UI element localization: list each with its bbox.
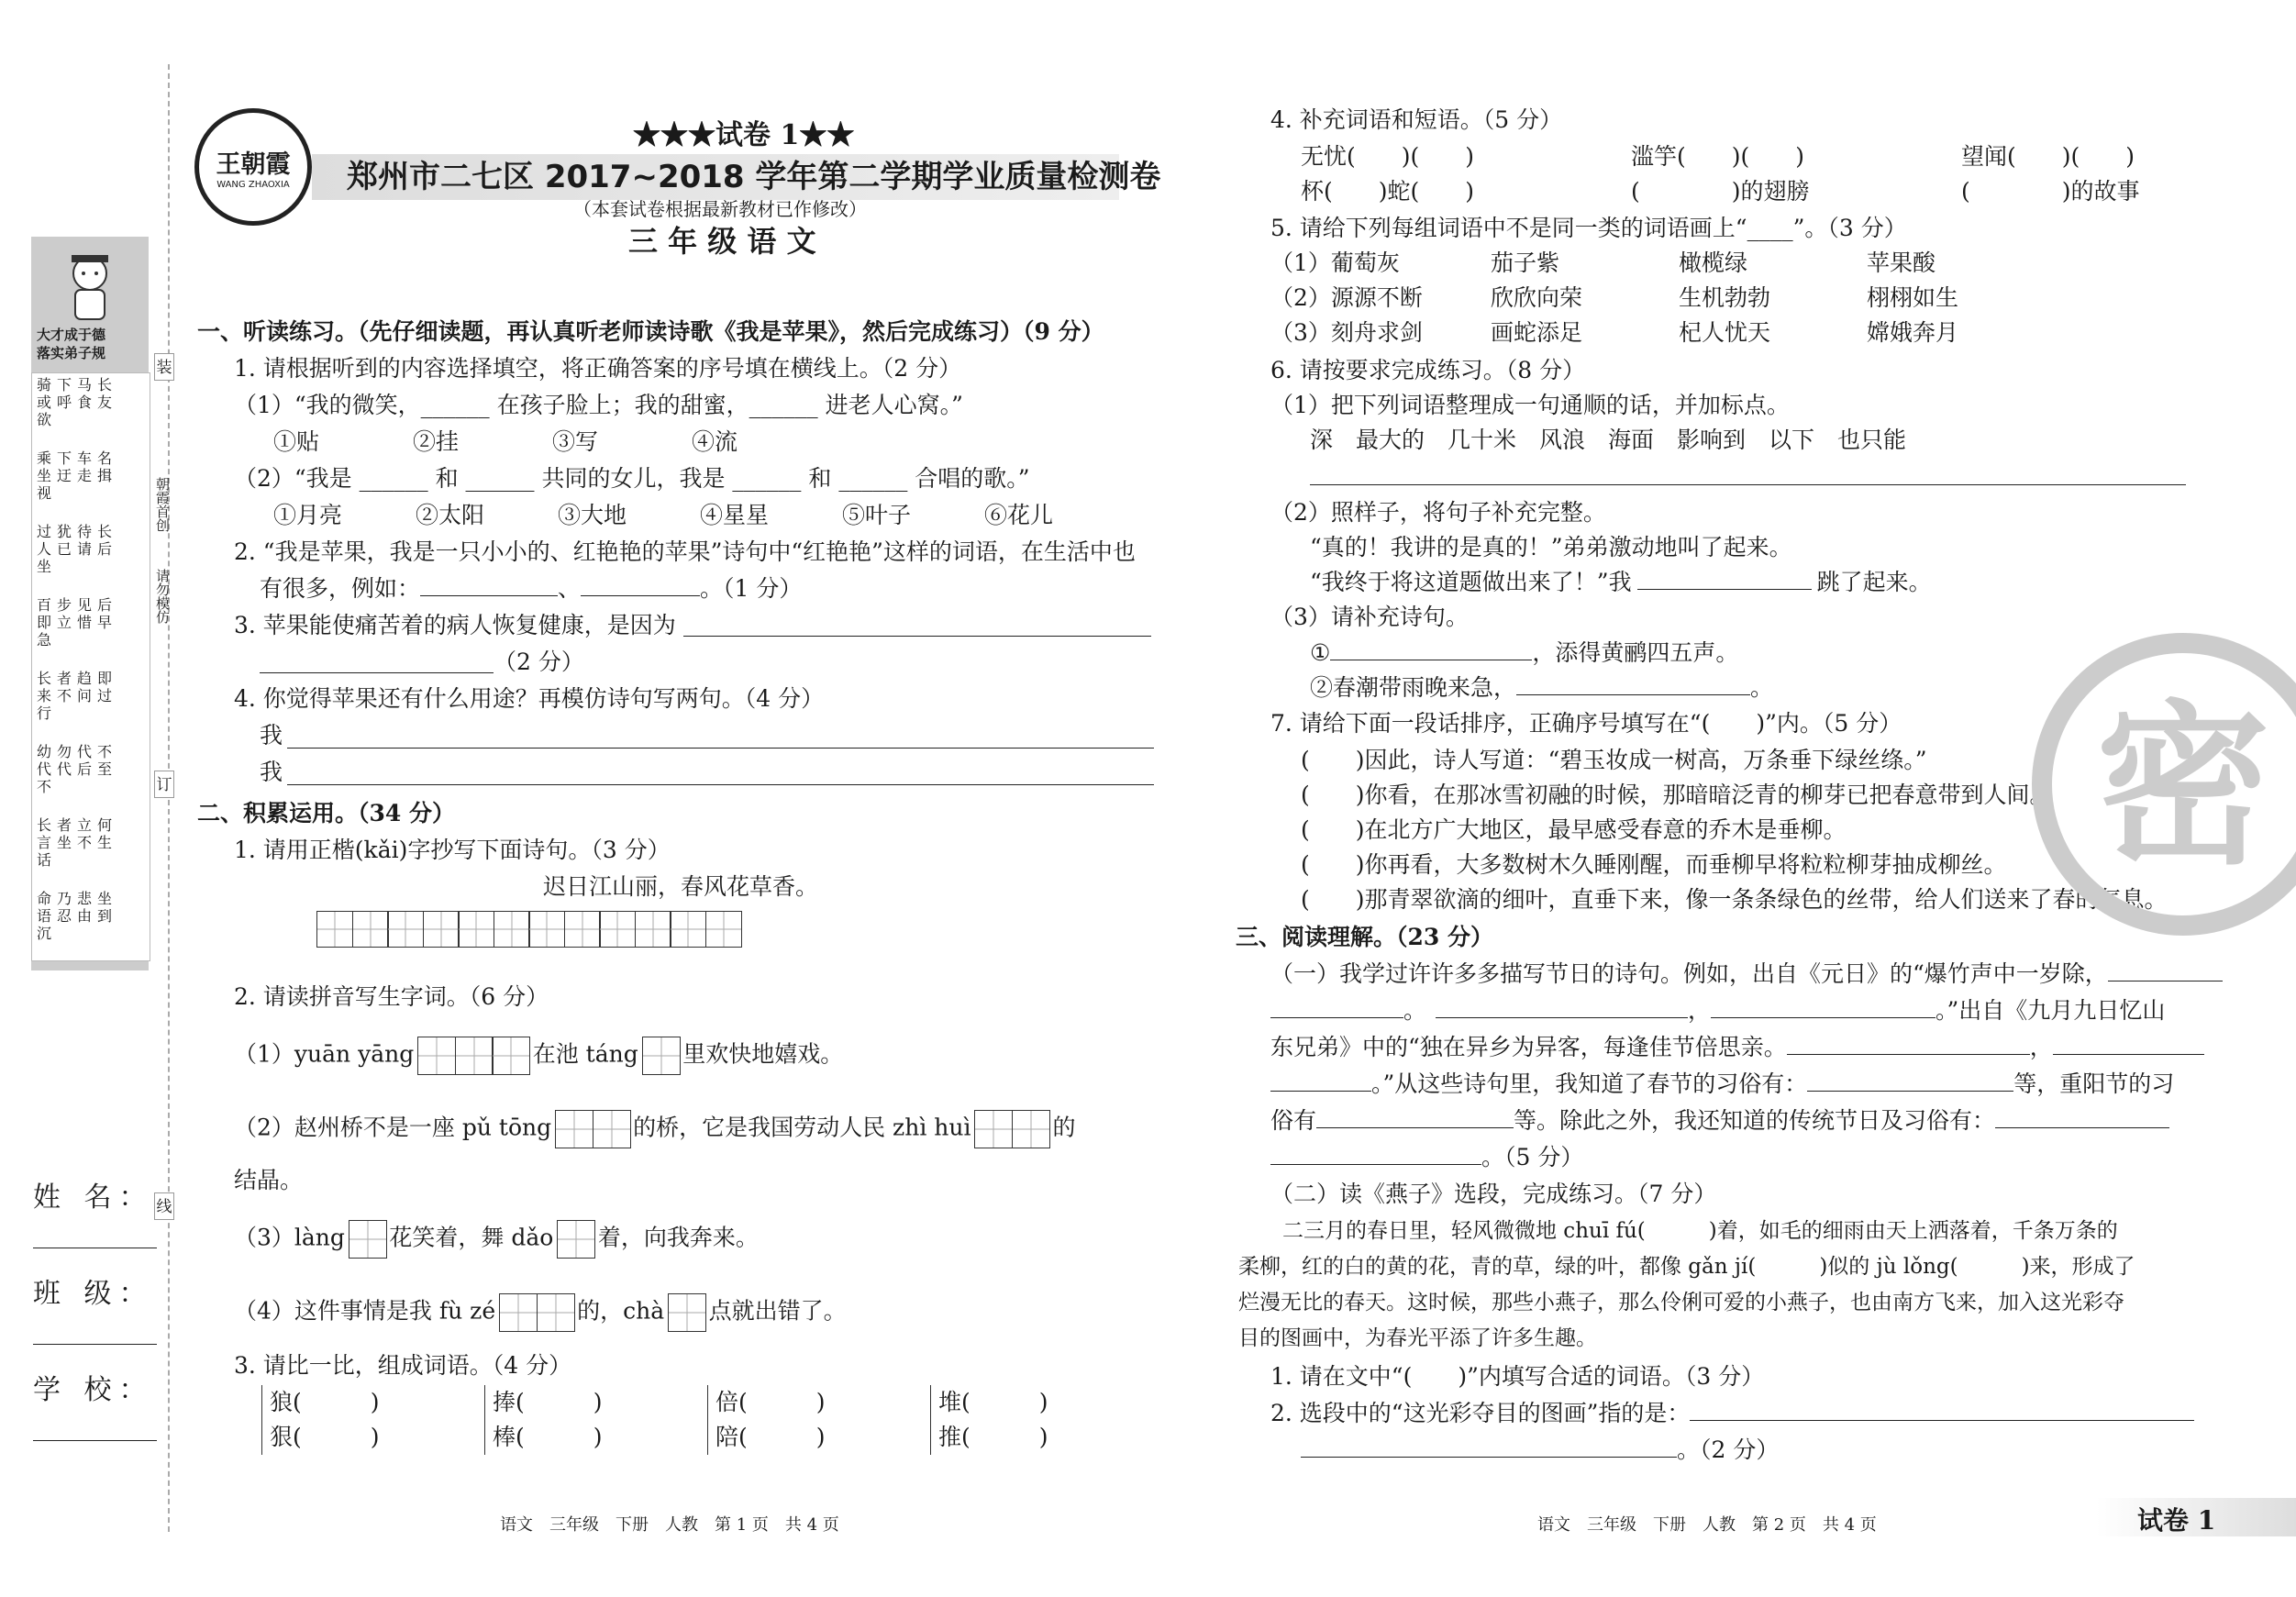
option: ①贴 <box>273 428 320 455</box>
paper-series: ★★★试卷 1★★ <box>633 119 855 151</box>
compare-word[interactable]: 狼( ) <box>270 1389 380 1415</box>
answer-blank[interactable] <box>581 571 700 596</box>
brand-logo <box>194 108 312 226</box>
sidebar-motto-1: 大才成于德 <box>37 327 106 343</box>
sentence-tail: 着，向我奔来。 <box>597 1224 759 1251</box>
seal-text: 密 <box>2095 683 2270 888</box>
secret-seal-icon <box>2032 633 2296 936</box>
punct: ， <box>2029 1034 2053 1060</box>
r2-q2-line-2 <box>1301 1433 1779 1468</box>
r2-q2 <box>1270 1396 2194 1431</box>
r-q6-2: （2）照样子，将句子补充完整。 <box>1270 499 1606 526</box>
q5-word[interactable]: （2）源源不断 <box>1270 284 1423 311</box>
q5-word[interactable]: （3）刻舟求剑 <box>1270 319 1423 346</box>
school-label: 学 校： <box>33 1374 154 1406</box>
pinyin-prompt: （2）赵州桥不是一座 pǔ tōng <box>234 1114 552 1141</box>
sidebar-poem-text: 百步见后即立惜早急 <box>37 596 118 649</box>
compare-word[interactable]: 堆( ) <box>938 1389 1048 1415</box>
q7-sentence[interactable]: ( )你再看，大多数树木久睡刚醒，而垂柳早将粒粒柳芽抽成柳丝。 <box>1301 851 2007 878</box>
r1-line-5 <box>1270 1103 2169 1138</box>
sidebar-poem-block <box>37 376 128 428</box>
copy-grid-cell[interactable] <box>387 911 424 948</box>
option: ④星星 <box>700 502 770 528</box>
s2-q2-item-2 <box>234 1110 1076 1148</box>
poem-end: 。 <box>1750 674 1774 701</box>
r2-passage-1: 二三月的春日里，轻风微微地 chuī fú( )着，如毛的细雨由天上洒落着，千条万条的 <box>1282 1219 2118 1243</box>
fill-item[interactable]: 望闻( )( ) <box>1961 143 2135 170</box>
s2-q2-item-4 <box>234 1293 847 1332</box>
answer-line[interactable] <box>260 672 494 673</box>
r-q6-3-a <box>1310 636 1738 671</box>
answer-blank[interactable] <box>1690 1396 2194 1421</box>
r1-line-4 <box>1270 1067 2174 1102</box>
answer-blank[interactable] <box>1995 1103 2169 1128</box>
q5-word[interactable]: 杞人忧天 <box>1679 319 1771 346</box>
r-q6-3: （3）请补充诗句。 <box>1270 604 1469 630</box>
r-q6-2-example: “真的！我讲的是真的！”弟弟激动地叫了起来。 <box>1310 534 1792 560</box>
fill-item[interactable]: ( )的翅膀 <box>1631 178 1810 205</box>
name-label: 姓 名： <box>33 1181 154 1214</box>
r-q6-3-b <box>1310 671 1773 705</box>
q1-stem: 1. 请根据听到的内容选择填空，将正确答案的序号填在横线上。（2 分） <box>234 355 962 382</box>
compare-word[interactable]: 捧( ) <box>493 1389 603 1415</box>
q5-word[interactable]: 生机勃勃 <box>1679 284 1771 311</box>
answer-line[interactable] <box>287 748 1154 749</box>
q2-text-a: 2. “我是苹果，我是一只小小的、红艳艳的苹果”诗句中“红艳艳”这样的词语，在生活中也 <box>234 538 1136 565</box>
pinyin-prompt: （4）这件事情是我 fù zé <box>234 1297 496 1325</box>
answer-blank[interactable] <box>1711 993 1936 1018</box>
reading-text: 。”从这些诗句里，我知道了春节的习俗有： <box>1371 1070 1808 1097</box>
q5-row <box>1270 281 1958 316</box>
option: ③大地 <box>558 502 627 528</box>
compare-pair <box>707 1385 826 1455</box>
copy-grid-cell[interactable] <box>564 911 601 948</box>
q7-sentence[interactable]: ( )那青翠欲滴的细叶，直垂下来，像一条条绿色的丝带，给人们送来了春的气息。 <box>1301 886 2168 913</box>
q7-sentence[interactable]: ( )你看，在那冰雪初融的时候，那暗暗泛青的柳芽已把春意带到人间。 <box>1301 782 2053 808</box>
compare-pair <box>930 1385 1048 1455</box>
q1-2-options <box>273 498 1053 533</box>
answer-blank[interactable] <box>1270 993 1403 1018</box>
section-3-title: 三、阅读理解。（23 分） <box>1236 924 1493 950</box>
r-q7-stem: 7. 请给下面一段话排序，正确序号填写在“( )”内。（5 分） <box>1270 710 1902 737</box>
q2-separator: 、 <box>558 575 582 602</box>
item-number: ① <box>1310 639 1331 666</box>
q5-word[interactable]: 茄子紫 <box>1491 250 1560 276</box>
q1-1-text: （1）“我的微笑，______ 在孩子脸上；我的甜蜜，______ 进老人心窝。” <box>234 392 963 418</box>
sentence-head: “我终于将这道题做出来了！”我 <box>1310 569 1632 595</box>
char-box-group[interactable] <box>974 1110 1048 1148</box>
pinyin-prompt: （1）yuān yāng <box>234 1040 415 1068</box>
sidebar-poem-block <box>37 816 128 869</box>
page-badge: 试卷 1 <box>2137 1505 2216 1536</box>
sidebar-poem-text: 过犹待长人已请后坐 <box>37 523 118 575</box>
q4-prompt-1: 我 <box>260 722 283 749</box>
copy-grid-cell[interactable] <box>423 911 460 948</box>
mascot-icon <box>59 250 121 323</box>
s2-q3-stem: 3. 请比一比，组成词语。（4 分） <box>234 1352 572 1379</box>
reading-text: 等。除此之外，我还知道的传统节日及习俗有： <box>1514 1107 1996 1134</box>
class-field[interactable] <box>33 1344 157 1345</box>
compare-word[interactable]: 狠( ) <box>270 1424 380 1450</box>
q1-1-options <box>273 425 738 460</box>
q5-word[interactable]: 栩栩如生 <box>1867 284 1959 311</box>
punct: ， <box>1688 997 1712 1024</box>
answer-blank[interactable] <box>1270 1140 1481 1165</box>
q5-row <box>1270 316 1958 350</box>
answer-line[interactable] <box>683 636 1151 637</box>
answer-blank[interactable] <box>1637 565 1812 590</box>
sidebar-poem-block <box>37 743 128 795</box>
compare-pair <box>484 1385 603 1455</box>
r1-line-2 <box>1270 993 2165 1028</box>
copy-grid-cell[interactable] <box>528 911 565 948</box>
compare-word[interactable]: 棒( ) <box>493 1424 603 1450</box>
sentence-tail: 点就出错了。 <box>708 1297 847 1325</box>
r-q6-1-words: 深 最大的 几十米 风浪 海面 影响到 以下 也只能 <box>1310 427 1907 453</box>
copy-grid-cell[interactable] <box>494 911 530 948</box>
sidebar-poem-block <box>37 449 128 502</box>
copyright-note-1: 朝霞首创 <box>154 477 171 532</box>
copy-grid-cell[interactable] <box>670 911 706 948</box>
q5-word[interactable]: 画蛇添足 <box>1491 319 1583 346</box>
answer-blank[interactable] <box>2053 1030 2204 1055</box>
char-box-group[interactable] <box>557 1220 594 1259</box>
sidebar-poem-block <box>37 523 128 575</box>
school-field[interactable] <box>33 1440 157 1441</box>
option: ②挂 <box>413 428 460 455</box>
r1-line-6 <box>1270 1140 1583 1175</box>
q5-word[interactable]: （1）葡萄灰 <box>1270 250 1400 276</box>
poem-line: ②春潮带雨晚来急， <box>1310 674 1517 701</box>
s2-q1-poem: 迟日江山丽，春风花草香。 <box>543 873 819 900</box>
r-q6-2-question <box>1310 565 1932 600</box>
reading-text: 俗有 <box>1270 1107 1317 1134</box>
char-box-group[interactable] <box>349 1220 386 1259</box>
s2-q1-stem: 1. 请用正楷(kǎi)字抄写下面诗句。（3 分） <box>234 837 671 863</box>
points: 。（2 分） <box>1677 1436 1780 1463</box>
sidebar-poem-text: 长者立何言坐不生话 <box>37 816 118 869</box>
logo-text: 王朝霞 <box>216 150 291 179</box>
copy-grid[interactable] <box>316 911 740 948</box>
reading-text: 。”出自《九月九日忆山 <box>1936 997 2166 1024</box>
q5-word[interactable]: 嫦娥奔月 <box>1867 319 1959 346</box>
r2-passage-4: 目的图画中，为春光平添了许多生趣。 <box>1238 1326 1597 1350</box>
fill-item[interactable]: ( )的故事 <box>1961 178 2140 205</box>
r-q4-row-1 <box>1301 139 2135 174</box>
answer-blank[interactable] <box>1316 1103 1514 1128</box>
punct: 。 <box>1403 997 1427 1024</box>
q5-word[interactable]: 欣欣向荣 <box>1491 284 1583 311</box>
option: ②太阳 <box>416 502 485 528</box>
sidebar-poem-text: 骑下马长或呼食友欲 <box>37 376 118 428</box>
r2-q1: 1. 请在文中“( )”内填写合适的词语。（3 分） <box>1270 1363 1765 1390</box>
binding-line <box>168 64 170 1532</box>
compare-word[interactable]: 陪( ) <box>715 1424 826 1450</box>
fill-item[interactable]: 无忧( )( ) <box>1301 143 1475 170</box>
s2-q2-item-3 <box>234 1220 759 1259</box>
q7-sentence[interactable]: ( )因此，诗人写道：“碧玉妆成一树高，万条垂下绿丝绦。” <box>1301 747 1927 773</box>
subject-title: 三 年 级 语 文 <box>628 224 816 259</box>
r-q5-rows <box>1270 246 1958 350</box>
answer-blank[interactable] <box>1301 1433 1677 1458</box>
reading-text: 等，重阳节的习 <box>2013 1070 2175 1097</box>
r-q6-stem: 6. 请按要求完成练习。（8 分） <box>1270 357 1586 383</box>
q5-word[interactable]: 橄榄绿 <box>1679 250 1748 276</box>
sidebar-motto-2: 落实弟子规 <box>37 345 106 361</box>
s2-q2-stem: 2. 请读拼音写生字词。（6 分） <box>234 983 549 1010</box>
answer-blank[interactable] <box>1787 1030 2030 1055</box>
char-box-group[interactable] <box>668 1293 705 1332</box>
pinyin-prompt: 花笑着，舞 dǎo <box>389 1224 554 1251</box>
pinyin-prompt: 在池 táng <box>532 1040 638 1068</box>
sidebar-poem-text: 长者趋即来不问过行 <box>37 670 118 722</box>
poem-line: ，添得黄鹂四五声。 <box>1532 639 1739 666</box>
reading-text: （一）我学过许许多多描写节日的诗句。例如，出自《元日》的“爆竹声中一岁除， <box>1270 960 2108 987</box>
r1-line-1 <box>1270 957 2223 992</box>
s2-q2-item-1 <box>234 1037 843 1075</box>
section-1-title: 一、听读练习。（先仔细读题，再认真听老师读诗歌《我是苹果》，然后完成练习）（9 分） <box>197 318 1104 345</box>
compare-word[interactable]: 倍( ) <box>715 1389 826 1415</box>
r2-passage-3: 烂漫无比的春天。这时候，那些小燕子，那么伶俐可爱的小燕子，也由南方飞来，加入这光彩夺 <box>1238 1291 2124 1314</box>
binding-mark-1: 装 <box>154 353 174 381</box>
answer-blank[interactable] <box>1330 636 1532 660</box>
q7-sentence[interactable]: ( )在北方广大地区，最早感受春意的乔木是垂柳。 <box>1301 816 1847 843</box>
exam-note: （本套试卷根据最新教材已作修改） <box>573 198 867 220</box>
option: ⑥花儿 <box>984 502 1054 528</box>
r-q4-row-2 <box>1301 174 2140 209</box>
r1-line-3 <box>1270 1030 2204 1065</box>
answer-blank[interactable] <box>1436 993 1688 1018</box>
q4-stem: 4. 你觉得苹果还有什么用途？再模仿诗句写两句。（4 分） <box>234 685 825 712</box>
copy-grid-cell[interactable] <box>316 911 353 948</box>
r-q6-1: （1）把下列词语整理成一句通顺的话，并加标点。 <box>1270 392 1790 418</box>
reading-text: 东兄弟》中的“独在异乡为异客，每逢佳节倍思亲。 <box>1270 1034 1787 1060</box>
char-box-group[interactable] <box>417 1037 529 1075</box>
answer-blank[interactable] <box>2108 957 2223 981</box>
option: ③写 <box>552 428 599 455</box>
section-2-title: 二、积累运用。（34 分） <box>197 800 455 826</box>
binding-mark-2: 订 <box>154 771 174 798</box>
copy-grid-cell[interactable] <box>635 911 671 948</box>
sidebar-poem-text: 幼勿代不代代后至不 <box>37 743 118 795</box>
copy-grid-cell[interactable] <box>352 911 389 948</box>
question-text: 2. 选段中的“这光彩夺目的图画”指的是： <box>1270 1400 1691 1426</box>
r2-passage-2: 柔柳，红的白的黄的花，青的草，绿的叶，都像 gǎn jí( )似的 jù lǒng( )来，形成了 <box>1238 1255 2135 1279</box>
answer-blank[interactable] <box>1270 1067 1371 1092</box>
pinyin-prompt: 的桥，它是我国劳动人民 zhì huì <box>633 1114 971 1141</box>
sidebar-poem-block <box>37 596 128 649</box>
q3-text: 3. 苹果能使痛苦着的病人恢复健康，是因为 <box>234 612 676 638</box>
char-box-group[interactable] <box>642 1037 680 1075</box>
sentence-tail: 跳了起来。 <box>1816 569 1932 595</box>
sentence-tail: 里欢快地嬉戏。 <box>682 1040 844 1068</box>
sidebar-poem-text: 命乃悲坐语忍由到沉 <box>37 890 118 942</box>
answer-blank[interactable] <box>420 571 558 596</box>
sidebar-poem-block <box>37 670 128 722</box>
option: ①月亮 <box>273 502 343 528</box>
option: ④流 <box>692 428 738 455</box>
copy-grid-cell[interactable] <box>458 911 494 948</box>
class-label: 班 级： <box>33 1278 154 1310</box>
char-box-group[interactable] <box>555 1110 629 1148</box>
answer-blank[interactable] <box>1516 671 1750 695</box>
sidebar-poem-block <box>37 890 128 942</box>
footer-left: 语文 三年级 下册 人教 第 1 页 共 4 页 <box>500 1515 839 1535</box>
copy-grid-cell[interactable] <box>599 911 636 948</box>
pinyin-prompt: 的，chà <box>577 1297 665 1325</box>
option: ⑤叶子 <box>842 502 912 528</box>
char-box-group[interactable] <box>499 1293 573 1332</box>
copy-grid-cell[interactable] <box>705 911 742 948</box>
q5-word[interactable]: 苹果酸 <box>1867 250 1936 276</box>
sidebar-poem-text: 乘下车名坐迂走揖视 <box>37 449 118 502</box>
answer-line[interactable] <box>1310 484 2186 485</box>
r-q5-stem: 5. 请给下列每组词语中不是同一类的词语画上“____”。（3 分） <box>1270 215 1907 241</box>
answer-blank[interactable] <box>1807 1067 2013 1092</box>
q1-2-text: （2）“我是 ______ 和 ______ 共同的女儿，我是 ______ 和 ______ 合唱的歌。” <box>234 465 1030 492</box>
r-q4-stem: 4. 补充词语和短语。（5 分） <box>1270 106 1563 133</box>
footer-right: 语文 三年级 下册 人教 第 2 页 共 4 页 <box>1537 1515 1877 1535</box>
binding-mark-3: 线 <box>154 1192 174 1220</box>
sentence-tail: 的 <box>1052 1114 1076 1141</box>
reading-text: 。（5 分） <box>1481 1144 1584 1170</box>
pinyin-prompt: （3）làng <box>234 1224 345 1251</box>
q4-prompt-2: 我 <box>260 759 283 785</box>
compare-pair <box>261 1385 380 1455</box>
exam-title: 郑州市二七区 2017~2018 学年第二学期学业质量检测卷 <box>347 159 1161 195</box>
q2-line <box>260 571 802 606</box>
q5-row <box>1270 246 1958 281</box>
r2-title: （二）读《燕子》选段，完成练习。（7 分） <box>1270 1181 1717 1207</box>
copyright-note-2: 请勿模仿 <box>154 569 171 624</box>
logo-subtext: WANG ZHAOXIA <box>216 180 290 190</box>
compare-word[interactable]: 推( ) <box>938 1424 1048 1450</box>
s2-q2-item-2-end: 结晶。 <box>234 1167 304 1193</box>
q2-points: 。（1 分） <box>700 575 803 602</box>
q3-points: （2 分） <box>494 649 584 675</box>
q2-text-b: 有很多，例如： <box>260 575 421 602</box>
fill-item[interactable]: 杯( )蛇( ) <box>1301 178 1475 205</box>
answer-line[interactable] <box>287 784 1154 785</box>
fill-item[interactable]: 滥竽( )( ) <box>1631 143 1805 170</box>
